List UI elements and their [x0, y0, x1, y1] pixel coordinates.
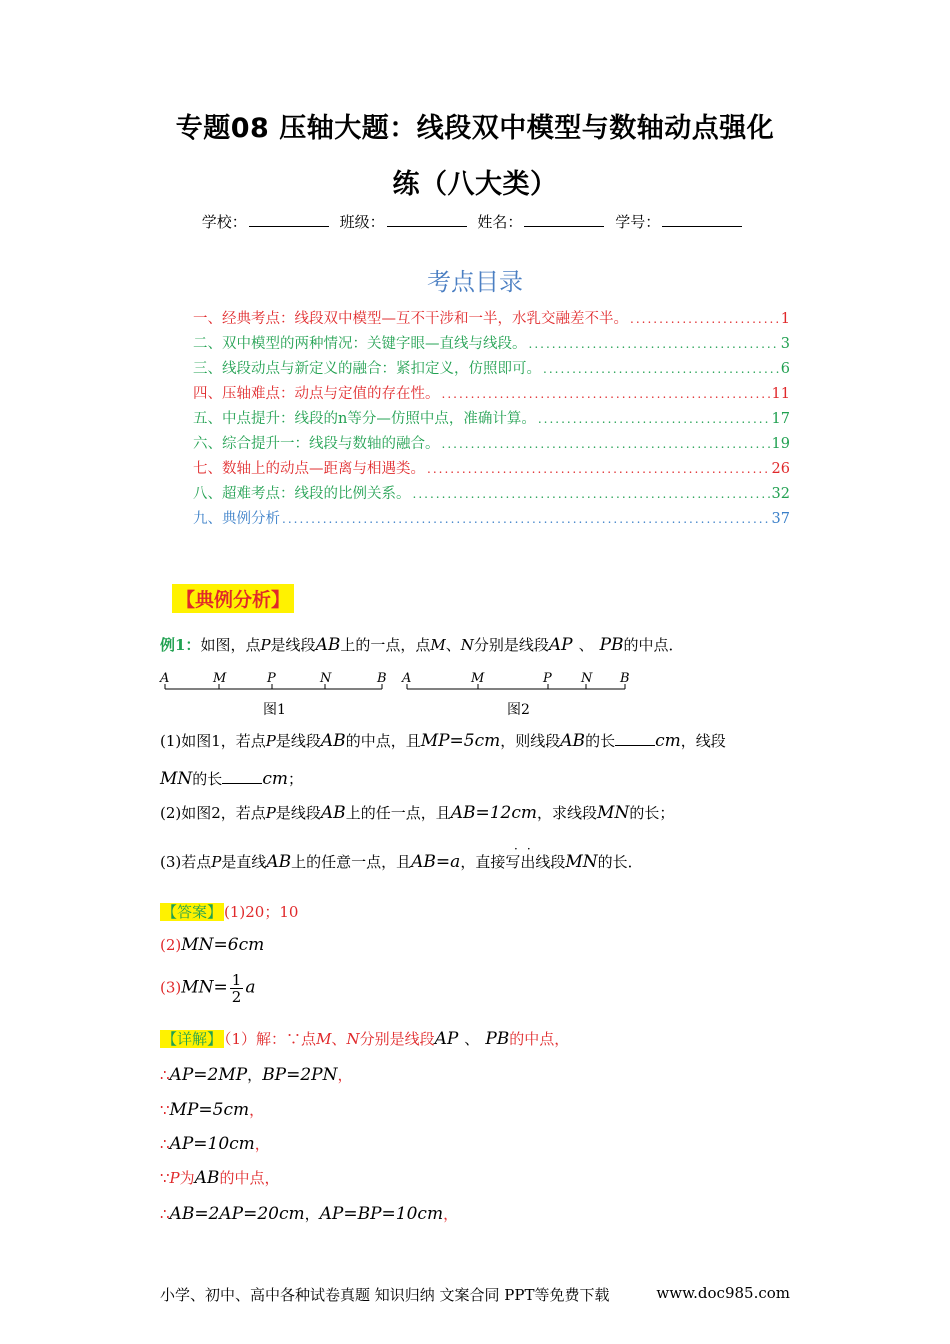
fig1-label-b: B: [377, 671, 387, 686]
detail-1-i: 的中点，: [509, 1030, 570, 1048]
toc-item[interactable]: [193, 432, 790, 457]
student-info-row: [0, 211, 950, 232]
toc-leader-dots: [413, 487, 770, 501]
fig1-label-n: N: [320, 671, 332, 686]
detail-6-eq1: AB=2AP=20: [169, 1204, 279, 1224]
answer-3: MN=: [181, 977, 228, 998]
answer-1: (1)20；10: [224, 903, 299, 921]
fig2-label-a: A: [402, 671, 412, 686]
detail-line-6: [160, 1203, 458, 1224]
fig1-label-a: A: [160, 671, 170, 686]
toc-item-label: 七、数轴上的动点—距离与相遇类。: [193, 461, 425, 477]
detail-6-unit2: cm: [417, 1204, 444, 1224]
q3-text-c: 上的任意一点，且: [291, 853, 412, 871]
detail-6-sep: ，: [304, 1205, 320, 1223]
detail-6-unit1: cm: [278, 1204, 305, 1224]
school-blank: [249, 212, 329, 227]
detail-1-sep: 、: [331, 1030, 347, 1048]
answer-2: MN=6: [181, 935, 239, 955]
detail-line-4: [160, 1133, 270, 1154]
detail-2-sep: ，: [247, 1066, 263, 1084]
class-label: 班级：: [339, 213, 385, 231]
q1-text-e: 的长: [585, 732, 616, 750]
q1-segment-ab: AB: [320, 731, 346, 751]
fig1-label-p: P: [267, 671, 276, 686]
section-tag: 【典例分析】: [172, 584, 294, 613]
detail-4-therefore: ∴: [160, 1135, 170, 1153]
toc-heading: 考点目录: [427, 268, 523, 296]
toc-leader-dots: [538, 412, 770, 426]
detail-3-unit: cm: [223, 1100, 250, 1120]
toc-leader-dots: [282, 512, 770, 526]
example-label: 例1：: [160, 636, 201, 654]
intro-text-b: 是线段: [270, 636, 316, 654]
q1-unit: cm: [474, 731, 501, 751]
toc-item-label: 一、经典考点：线段双中模型—互不干涉和一半，水乳交融差不半。: [193, 311, 628, 327]
segment-ap: AP: [548, 635, 573, 655]
intro-text-e: 的中点．: [623, 636, 684, 654]
toc-item[interactable]: [193, 407, 790, 432]
fig2-caption: 图2: [507, 702, 530, 718]
detail-1-ap: AP: [434, 1029, 459, 1049]
question-1-line1: [160, 730, 726, 751]
toc-item-label: 八、超难考点：线段的比例关系。: [193, 486, 411, 502]
answer-3-label: (3): [160, 978, 182, 997]
toc-leader-dots: [543, 362, 779, 376]
detail-1-pb: PB: [485, 1029, 510, 1049]
detail-2-eq2: BP=2PN: [262, 1065, 338, 1085]
toc-item-page: 37: [771, 511, 790, 527]
fig2-label-m: M: [471, 671, 485, 686]
q1-segment-mn: MN: [160, 769, 193, 789]
detail-5-p: P: [169, 1169, 180, 1187]
detail-line-2: [160, 1064, 353, 1085]
q1-unit-3: cm: [262, 769, 288, 789]
toc-list: [193, 307, 790, 532]
toc-item-label: 三、线段动点与新定义的融合：紧扣定义，仿照即可。: [193, 361, 541, 377]
q3-point-p: P: [211, 853, 222, 871]
q2-segment-mn: MN: [597, 803, 630, 823]
detail-5-ab: AB: [194, 1168, 220, 1188]
q1-segment-ab-2: AB: [560, 731, 586, 751]
detail-line-3: [160, 1099, 264, 1120]
detail-1-sep2: 、: [464, 1030, 480, 1048]
detail-4-unit: cm: [229, 1134, 255, 1154]
id-label: 学号：: [615, 213, 661, 231]
detail-5-because: ∵: [160, 1169, 170, 1187]
question-2: [160, 802, 674, 823]
detail-6-therefore: ∴: [160, 1205, 170, 1223]
q1-text-d: ，则线段: [500, 732, 561, 750]
answer-line-1: [160, 901, 298, 922]
question-3: [160, 851, 643, 872]
toc-item-label: 九、典例分析: [193, 511, 280, 527]
toc-item-label: 五、中点提升：线段的n等分—仿照中点，准确计算。: [193, 411, 536, 427]
toc-item-page: 19: [771, 436, 790, 452]
footer-left-text: 小学、初中、高中各种试卷真题 知识归纳 文案合同 PPT等免费下载: [160, 1286, 610, 1304]
toc-leader-dots: [427, 462, 770, 476]
toc-item[interactable]: [193, 457, 790, 482]
segment-pb: PB: [599, 635, 624, 655]
q2-text-a: (2)如图2，若点: [160, 804, 266, 822]
toc-item-page: 6: [780, 361, 790, 377]
figure-1: [159, 671, 387, 718]
fraction-denominator: 2: [231, 988, 242, 1006]
q1-equation: MP=5: [420, 731, 475, 751]
detail-2-therefore: ∴: [160, 1066, 170, 1084]
detail-1-e: 分别是线段: [359, 1030, 435, 1048]
toc-item[interactable]: [193, 507, 790, 532]
q3-text-d: ，直接写出线段: [460, 853, 566, 871]
fig1-label-m: M: [213, 671, 227, 686]
toc-item[interactable]: [193, 382, 790, 407]
footer-website-link[interactable]: www.doc985.com: [656, 1284, 790, 1302]
intro-text-d: 分别是线段: [473, 636, 549, 654]
toc-item-page: 17: [771, 411, 790, 427]
toc-item-page: 32: [771, 486, 790, 502]
fig2-label-p: P: [543, 671, 552, 686]
answer-2-label: (2): [160, 936, 182, 954]
class-blank: [387, 212, 467, 227]
detail-3-because: ∵: [160, 1101, 170, 1119]
q1-blank-2: [222, 783, 262, 784]
q3-line-ab: AB: [266, 852, 292, 872]
toc-leader-dots: [529, 337, 779, 351]
intro-text-c: 上的一点，点: [340, 636, 431, 654]
answer-3-fraction: [230, 972, 244, 1005]
q3-text-f: 的长．: [597, 853, 643, 871]
name-label: 姓名：: [477, 213, 523, 231]
q1-text-i: ；: [287, 770, 303, 788]
q2-text-b: 是线段: [275, 804, 321, 822]
point-m: M: [430, 636, 446, 654]
detail-4-eq: AP=10: [169, 1134, 230, 1154]
detail-3-end: ，: [249, 1101, 265, 1119]
example-intro: [160, 634, 684, 655]
detail-1-a: （1）解：∵点: [224, 1030, 317, 1048]
q1-text-c: 的中点，且: [345, 732, 421, 750]
school-label: 学校：: [201, 213, 247, 231]
detail-5-is: 为: [179, 1169, 195, 1187]
toc-item-label: 二、双中模型的两种情况：关键字眼—直线与线段。: [193, 336, 527, 352]
q3-text-b: 是直线: [221, 853, 267, 871]
toc-leader-dots: [442, 437, 770, 451]
answer-2-unit: cm: [238, 935, 265, 955]
page-title-line1: 专题08 压轴大题：线段双中模型与数轴动点强化: [175, 113, 775, 144]
detail-6-eq2: AP=BP=10: [319, 1204, 418, 1224]
fig2-label-n: N: [581, 671, 593, 686]
point-n: N: [460, 636, 474, 654]
q1-text-b: 是线段: [275, 732, 321, 750]
segment-figures: [155, 664, 635, 724]
sep2: 、: [578, 636, 594, 654]
toc-item-label: 四、压轴难点：动点与定值的存在性。: [193, 386, 440, 402]
q3-text-a: (3)若点: [160, 853, 212, 871]
segment-ab: AB: [315, 635, 341, 655]
page-footer: [160, 1284, 790, 1305]
q2-point-p: P: [265, 804, 276, 822]
answer-tag: 【答案】: [162, 903, 223, 921]
detail-4-end: ，: [254, 1135, 270, 1153]
toc-item[interactable]: [193, 357, 790, 382]
toc-item[interactable]: [193, 332, 790, 357]
q2-text-c: 上的任一点，且: [345, 804, 451, 822]
toc-item[interactable]: [193, 307, 790, 332]
q1-unit-2: cm: [655, 731, 681, 751]
id-blank: [662, 212, 742, 227]
q2-unit: cm: [511, 803, 538, 823]
q2-equation: AB=12: [450, 803, 512, 823]
detail-6-end: ，: [443, 1205, 459, 1223]
name-blank: [524, 212, 604, 227]
detail-2-end: ，: [337, 1066, 353, 1084]
answer-3-var: a: [245, 977, 256, 998]
intro-text-a: 如图，点: [200, 636, 261, 654]
detail-3-eq: MP=5: [169, 1100, 224, 1120]
figure-2: [401, 671, 630, 718]
q1-text-a: (1)如图1，若点: [160, 732, 266, 750]
detail-line-5: [160, 1167, 279, 1188]
toc-item-page: 3: [780, 336, 790, 352]
q1-point-p: P: [265, 732, 276, 750]
q2-segment-ab: AB: [320, 803, 346, 823]
q3-equation: AB=a: [411, 852, 461, 872]
toc-item-page: 26: [771, 461, 790, 477]
toc-item-page: 1: [780, 311, 790, 327]
detail-1-n: N: [346, 1030, 360, 1048]
sep: 、: [445, 636, 461, 654]
toc-item-page: 11: [771, 386, 790, 402]
q1-blank-1: [615, 745, 655, 746]
toc-leader-dots: [630, 312, 779, 326]
detail-1-m: M: [316, 1030, 332, 1048]
fig2-label-b: B: [620, 671, 630, 686]
toc-leader-dots: [442, 387, 770, 401]
detail-2-eq1: AP=2MP: [169, 1065, 248, 1085]
answer-line-3: [160, 972, 255, 1005]
q3-segment-mn: MN: [565, 852, 598, 872]
detail-line-1: [160, 1028, 569, 1049]
question-1-line2: [160, 768, 303, 789]
page-title-line2: 练（八大类）: [392, 169, 558, 200]
q1-text-f: ，线段: [680, 732, 726, 750]
toc-item[interactable]: [193, 482, 790, 507]
q1-text-h: 的长: [192, 770, 223, 788]
fig1-caption: 图1: [263, 702, 286, 718]
detail-tag: 【详解】: [162, 1030, 223, 1048]
detail-5-end: 的中点，: [219, 1169, 280, 1187]
q2-text-f: 的长；: [629, 804, 675, 822]
point-p: P: [260, 636, 271, 654]
fraction-numerator: 1: [231, 971, 242, 989]
q2-text-d: ，求线段: [537, 804, 598, 822]
answer-line-2: [160, 935, 264, 955]
toc-item-label: 六、综合提升一：线段与数轴的融合。: [193, 436, 440, 452]
emphasis-dots: ··: [514, 842, 540, 856]
